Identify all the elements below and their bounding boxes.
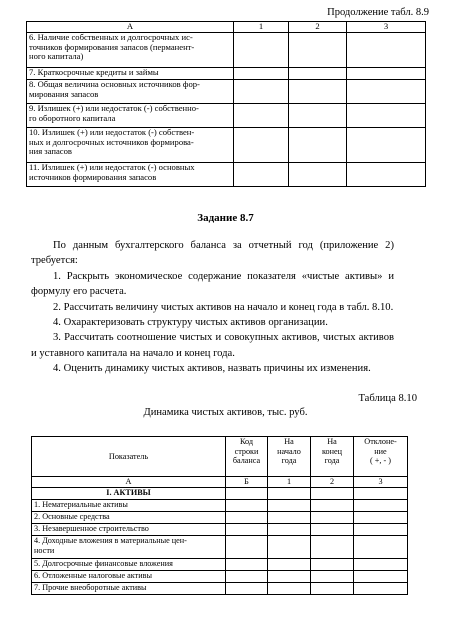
row-label: 7. Прочие внеоборотные активы bbox=[32, 583, 226, 595]
header-line: Код bbox=[239, 437, 254, 446]
table-row bbox=[32, 583, 408, 595]
table-row bbox=[27, 104, 426, 128]
table-8-10 bbox=[31, 436, 408, 595]
header-end bbox=[311, 437, 354, 477]
task-item: 1. Раскрыть экономическое содержание показателя «чистые активы» и формулу его расчета. bbox=[31, 270, 394, 298]
task-body bbox=[31, 238, 394, 377]
value-cell bbox=[354, 571, 408, 583]
row-label bbox=[32, 536, 226, 559]
header-line: На bbox=[284, 437, 294, 446]
table-8-9 bbox=[26, 21, 426, 187]
header-line: Отклоне- bbox=[364, 437, 397, 446]
row-label-line: точников формирования запасов (перманент- bbox=[29, 41, 195, 52]
subheader-3: 3 bbox=[354, 477, 408, 488]
row-label-line: 6. Наличие собственных и долгосрочных ис- bbox=[29, 32, 193, 42]
value-cell bbox=[347, 128, 426, 163]
table2-title: Динамика чистых активов, тыс. руб. bbox=[143, 407, 308, 418]
task-item: 4. Оценить динамику чистых активов, назвать причины их изменения. bbox=[53, 363, 371, 375]
row-label bbox=[27, 163, 234, 187]
row-label-line: 7. Краткосрочные кредиты и займы bbox=[29, 67, 159, 77]
value-cell bbox=[347, 68, 426, 80]
subheader-1: 1 bbox=[268, 477, 311, 488]
header-line: строки bbox=[234, 446, 259, 456]
table2-label: Таблица 8.10 bbox=[358, 393, 417, 404]
table1-caption: Продолжение табл. 8.9 bbox=[327, 7, 429, 18]
value-cell bbox=[289, 33, 347, 68]
value-cell bbox=[289, 128, 347, 163]
task-item: 4. Охарактеризовать структуру чистых активов организации. bbox=[53, 317, 328, 329]
value-cell bbox=[226, 571, 268, 583]
value-cell bbox=[289, 68, 347, 80]
row-label-line: 4. Доходные вложения в материальные цен- bbox=[34, 536, 187, 545]
subheader-b: Б bbox=[226, 477, 268, 488]
value-cell bbox=[226, 536, 268, 559]
task-heading: Задание 8.7 bbox=[197, 212, 254, 224]
row-label-line: ных и долгосрочных источников формирова- bbox=[29, 136, 194, 147]
row-label-line: мирования запасов bbox=[29, 88, 99, 99]
value-cell bbox=[234, 68, 289, 80]
header-line: На bbox=[327, 437, 337, 446]
table-subheader-row bbox=[32, 477, 408, 488]
table-row bbox=[27, 33, 426, 68]
header-code bbox=[226, 437, 268, 477]
row-label: 3. Незавершенное строительство bbox=[32, 524, 226, 536]
row-label bbox=[27, 128, 234, 163]
value-cell bbox=[311, 488, 354, 500]
header-line: конец bbox=[321, 446, 343, 456]
task-intro: По данным бухгалтерского баланса за отчетный год (приложение 2) требуется: bbox=[31, 240, 394, 267]
value-cell bbox=[226, 583, 268, 595]
value-cell bbox=[268, 571, 311, 583]
row-label: 5. Долгосрочные финансовые вложения bbox=[32, 559, 226, 571]
value-cell bbox=[226, 488, 268, 500]
value-cell bbox=[226, 524, 268, 536]
table-row bbox=[27, 68, 426, 80]
value-cell bbox=[354, 512, 408, 524]
value-cell bbox=[311, 524, 354, 536]
header-line: баланса bbox=[232, 456, 261, 466]
table-row bbox=[27, 163, 426, 187]
row-label: 2. Основные средства bbox=[32, 512, 226, 524]
value-cell bbox=[311, 583, 354, 595]
value-cell bbox=[268, 583, 311, 595]
row-label-line: 11. Излишек (+) или недостаток (-) основных bbox=[29, 162, 195, 172]
value-cell bbox=[226, 500, 268, 512]
header-line: ние bbox=[374, 446, 387, 456]
value-cell bbox=[268, 488, 311, 500]
row-label bbox=[27, 104, 234, 128]
table-row bbox=[32, 559, 408, 571]
row-label bbox=[27, 33, 234, 68]
row-label: 1. Нематериальные активы bbox=[32, 500, 226, 512]
value-cell bbox=[354, 524, 408, 536]
table-row bbox=[32, 571, 408, 583]
row-label: 6. Отложенные налоговые активы bbox=[32, 571, 226, 583]
value-cell bbox=[289, 163, 347, 187]
value-cell bbox=[268, 559, 311, 571]
row-label-line: ния запасов bbox=[29, 146, 72, 157]
value-cell bbox=[226, 512, 268, 524]
row-label-line: 8. Общая величина основных источников фор- bbox=[29, 79, 200, 89]
table-header-row bbox=[27, 22, 426, 33]
value-cell bbox=[268, 512, 311, 524]
value-cell bbox=[234, 33, 289, 68]
value-cell bbox=[234, 163, 289, 187]
value-cell bbox=[354, 559, 408, 571]
value-cell bbox=[234, 128, 289, 163]
subheader-2: 2 bbox=[311, 477, 354, 488]
value-cell bbox=[354, 583, 408, 595]
table-row bbox=[32, 524, 408, 536]
header-a: А bbox=[27, 22, 234, 33]
header-indicator: Показатель bbox=[32, 437, 226, 477]
value-cell bbox=[268, 524, 311, 536]
table-row bbox=[32, 536, 408, 559]
value-cell bbox=[347, 163, 426, 187]
value-cell bbox=[347, 80, 426, 104]
section-row bbox=[32, 488, 408, 500]
header-start bbox=[268, 437, 311, 477]
row-label-line: 9. Излишек (+) или недостаток (-) собственно- bbox=[29, 103, 199, 113]
value-cell bbox=[347, 33, 426, 68]
value-cell bbox=[289, 104, 347, 128]
value-cell bbox=[354, 500, 408, 512]
value-cell bbox=[354, 536, 408, 559]
value-cell bbox=[268, 536, 311, 559]
subheader-a: А bbox=[32, 477, 226, 488]
table-row bbox=[32, 512, 408, 524]
value-cell bbox=[311, 536, 354, 559]
row-label bbox=[27, 80, 234, 104]
value-cell bbox=[311, 500, 354, 512]
value-cell bbox=[289, 80, 347, 104]
task-item: 3. Рассчитать соотношение чистых и совокупных активов, чистых активов и уставного капитала на начало и конец года. bbox=[31, 332, 394, 359]
value-cell bbox=[354, 488, 408, 500]
row-label bbox=[27, 68, 234, 80]
header-1: 1 bbox=[234, 22, 289, 33]
value-cell bbox=[311, 559, 354, 571]
header-line: ( +, - ) bbox=[370, 456, 391, 466]
value-cell bbox=[234, 80, 289, 104]
section-title: I. АКТИВЫ bbox=[32, 488, 226, 500]
value-cell bbox=[234, 104, 289, 128]
row-label-line: ного капитала) bbox=[29, 51, 84, 62]
header-deviation bbox=[354, 437, 408, 477]
value-cell bbox=[311, 571, 354, 583]
row-label-line: ности bbox=[34, 545, 55, 555]
value-cell bbox=[268, 500, 311, 512]
header-line: начало bbox=[277, 446, 301, 456]
header-line: года bbox=[281, 456, 297, 466]
value-cell bbox=[311, 512, 354, 524]
row-label-line: го оборотного капитала bbox=[29, 112, 116, 123]
header-3: 3 bbox=[347, 22, 426, 33]
header-line: года bbox=[324, 456, 340, 466]
row-label-line: 10. Излишек (+) или недостаток (-) собствен- bbox=[29, 127, 195, 137]
table-row bbox=[32, 500, 408, 512]
table-row bbox=[27, 128, 426, 163]
row-label-line: источников формирования запасов bbox=[29, 171, 157, 182]
header-2: 2 bbox=[289, 22, 347, 33]
table-row bbox=[27, 80, 426, 104]
value-cell bbox=[226, 559, 268, 571]
table-header-row bbox=[32, 437, 408, 477]
task-item: 2. Рассчитать величину чистых активов на начало и конец года в табл. 8.10. bbox=[53, 301, 394, 313]
value-cell bbox=[347, 104, 426, 128]
